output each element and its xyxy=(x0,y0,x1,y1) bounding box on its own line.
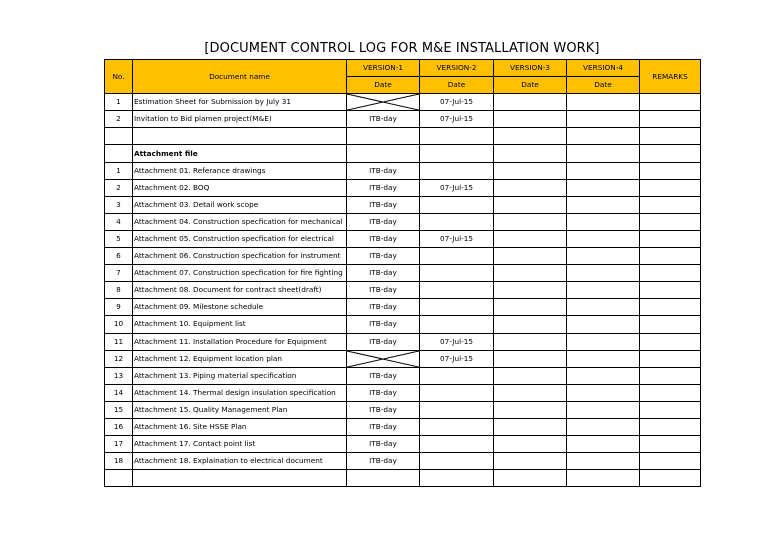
empty-cell xyxy=(105,145,133,162)
row-no: 6 xyxy=(105,248,133,265)
version-3-date xyxy=(494,196,567,213)
version-4-date xyxy=(567,436,640,453)
version-3-date xyxy=(494,299,567,316)
attachment-row xyxy=(105,418,701,435)
attachment-row xyxy=(105,316,701,333)
attachment-row xyxy=(105,401,701,418)
version-4-date xyxy=(567,265,640,282)
version-3-date xyxy=(494,179,567,196)
row-document-name: Attachment 03. Detail work scope xyxy=(133,196,347,213)
version-3-date xyxy=(494,401,567,418)
remarks-cell xyxy=(640,94,701,111)
version-2-date xyxy=(420,401,494,418)
header-date-1: Date xyxy=(347,77,420,94)
remarks-cell xyxy=(640,179,701,196)
row-no: 16 xyxy=(105,418,133,435)
remarks-cell xyxy=(640,350,701,367)
remarks-cell xyxy=(640,453,701,470)
version-4-date xyxy=(567,316,640,333)
attachment-row xyxy=(105,453,701,470)
version-4-date xyxy=(567,162,640,179)
row-no: 13 xyxy=(105,367,133,384)
version-1-date: ITB-day xyxy=(347,418,420,435)
row-document-name: Attachment 11. Installation Procedure for Equipment xyxy=(133,333,347,350)
row-no: 1 xyxy=(105,94,133,111)
row-document-name: Attachment 06. Construction specfication for instrument xyxy=(133,248,347,265)
version-1-date: ITB-day xyxy=(347,436,420,453)
section-label: Attachment file xyxy=(133,145,347,162)
empty-cell xyxy=(494,470,567,487)
blank-row xyxy=(105,470,701,487)
row-document-name: Attachment 17. Contact point list xyxy=(133,436,347,453)
version-4-date xyxy=(567,196,640,213)
empty-cell xyxy=(105,470,133,487)
header-version-4: VERSION-4 xyxy=(567,60,640,77)
version-2-date xyxy=(420,436,494,453)
header-row-versions xyxy=(105,60,701,77)
attachment-row xyxy=(105,162,701,179)
row-no: 3 xyxy=(105,196,133,213)
version-3-date xyxy=(494,384,567,401)
page-title: [DOCUMENT CONTROL LOG FOR M&E INSTALLATION WORK] xyxy=(204,41,600,56)
version-3-date xyxy=(494,230,567,247)
remarks-cell xyxy=(640,162,701,179)
remarks-cell xyxy=(640,436,701,453)
remarks-cell xyxy=(640,333,701,350)
version-3-date xyxy=(494,248,567,265)
version-1-date: ITB-day xyxy=(347,230,420,247)
empty-cell xyxy=(567,470,640,487)
row-no: 2 xyxy=(105,111,133,128)
version-1-date-crossed xyxy=(347,94,420,111)
version-2-date xyxy=(420,316,494,333)
row-no: 8 xyxy=(105,282,133,299)
remarks-cell xyxy=(640,367,701,384)
row-document-name: Attachment 02. BOQ xyxy=(133,179,347,196)
row-document-name: Attachment 04. Construction specfication for mechanical xyxy=(133,213,347,230)
row-no: 9 xyxy=(105,299,133,316)
document-control-table xyxy=(104,59,701,487)
table-row xyxy=(105,111,701,128)
table-row xyxy=(105,94,701,111)
version-2-date: 07-Jul-15 xyxy=(420,111,494,128)
empty-cell xyxy=(347,145,420,162)
version-1-date: ITB-day xyxy=(347,333,420,350)
remarks-cell xyxy=(640,213,701,230)
row-document-name: Attachment 14. Thermal design insulation specification xyxy=(133,384,347,401)
version-1-date: ITB-day xyxy=(347,299,420,316)
attachment-row xyxy=(105,213,701,230)
version-1-date: ITB-day xyxy=(347,384,420,401)
version-2-date xyxy=(420,299,494,316)
row-no: 18 xyxy=(105,453,133,470)
row-document-name: Estimation Sheet for Submission by July 31 xyxy=(133,94,347,111)
version-1-date: ITB-day xyxy=(347,282,420,299)
header-version-3: VERSION-3 xyxy=(494,60,567,77)
empty-cell xyxy=(420,470,494,487)
row-no: 4 xyxy=(105,213,133,230)
row-no: 5 xyxy=(105,230,133,247)
version-4-date xyxy=(567,350,640,367)
version-1-date: ITB-day xyxy=(347,162,420,179)
version-2-date xyxy=(420,453,494,470)
empty-cell xyxy=(640,128,701,145)
remarks-cell xyxy=(640,316,701,333)
version-2-date xyxy=(420,248,494,265)
version-2-date xyxy=(420,265,494,282)
empty-cell xyxy=(347,128,420,145)
version-3-date xyxy=(494,316,567,333)
remarks-cell xyxy=(640,418,701,435)
cross-mark-icon xyxy=(347,94,419,110)
attachment-row xyxy=(105,299,701,316)
empty-cell xyxy=(640,145,701,162)
version-2-date: 07-Jul-15 xyxy=(420,179,494,196)
version-2-date xyxy=(420,367,494,384)
version-4-date xyxy=(567,248,640,265)
row-no: 11 xyxy=(105,333,133,350)
version-2-date: 07-Jul-15 xyxy=(420,333,494,350)
version-4-date xyxy=(567,401,640,418)
version-2-date xyxy=(420,162,494,179)
version-2-date xyxy=(420,282,494,299)
version-3-date xyxy=(494,453,567,470)
attachment-row xyxy=(105,333,701,350)
version-3-date xyxy=(494,282,567,299)
version-4-date xyxy=(567,367,640,384)
remarks-cell xyxy=(640,196,701,213)
version-4-date xyxy=(567,384,640,401)
version-1-date: ITB-day xyxy=(347,213,420,230)
row-no: 12 xyxy=(105,350,133,367)
version-3-date xyxy=(494,333,567,350)
version-1-date: ITB-day xyxy=(347,179,420,196)
version-3-date xyxy=(494,94,567,111)
version-1-date: ITB-day xyxy=(347,401,420,418)
row-document-name: Attachment 10. Equipment list xyxy=(133,316,347,333)
row-document-name: Attachment 18. Explaination to electrical document xyxy=(133,453,347,470)
empty-cell xyxy=(420,128,494,145)
version-4-date xyxy=(567,94,640,111)
version-1-date: ITB-day xyxy=(347,367,420,384)
attachment-row xyxy=(105,265,701,282)
version-4-date xyxy=(567,333,640,350)
section-row xyxy=(105,145,701,162)
header-remarks: REMARKS xyxy=(640,60,701,94)
row-no: 1 xyxy=(105,162,133,179)
table-body xyxy=(105,60,701,487)
row-document-name: Attachment 13. Piping material specification xyxy=(133,367,347,384)
row-no: 17 xyxy=(105,436,133,453)
remarks-cell xyxy=(640,282,701,299)
remarks-cell xyxy=(640,111,701,128)
empty-cell xyxy=(567,128,640,145)
version-3-date xyxy=(494,265,567,282)
version-4-date xyxy=(567,213,640,230)
row-no: 10 xyxy=(105,316,133,333)
row-no: 14 xyxy=(105,384,133,401)
empty-cell xyxy=(640,470,701,487)
version-4-date xyxy=(567,299,640,316)
version-2-date xyxy=(420,196,494,213)
version-2-date: 07-Jul-15 xyxy=(420,230,494,247)
version-4-date xyxy=(567,230,640,247)
version-1-date-crossed xyxy=(347,350,420,367)
attachment-row xyxy=(105,282,701,299)
version-4-date xyxy=(567,453,640,470)
version-1-date: ITB-day xyxy=(347,196,420,213)
remarks-cell xyxy=(640,299,701,316)
attachment-row xyxy=(105,384,701,401)
attachment-row xyxy=(105,179,701,196)
header-version-2: VERSION-2 xyxy=(420,60,494,77)
row-document-name: Attachment 16. Site HSSE Plan xyxy=(133,418,347,435)
empty-cell xyxy=(494,128,567,145)
version-2-date: 07-Jul-15 xyxy=(420,350,494,367)
row-document-name: Attachment 08. Document for contract sheet(draft) xyxy=(133,282,347,299)
header-no: No. xyxy=(105,60,133,94)
row-document-name: Attachment 12. Equipment location plan xyxy=(133,350,347,367)
header-date-2: Date xyxy=(420,77,494,94)
header-document-name: Document name xyxy=(133,60,347,94)
version-4-date xyxy=(567,282,640,299)
header-date-4: Date xyxy=(567,77,640,94)
attachment-row xyxy=(105,367,701,384)
remarks-cell xyxy=(640,230,701,247)
cross-mark-icon xyxy=(347,351,419,367)
version-1-date: ITB-day xyxy=(347,265,420,282)
row-no: 7 xyxy=(105,265,133,282)
version-4-date xyxy=(567,111,640,128)
remarks-cell xyxy=(640,248,701,265)
version-1-date: ITB-day xyxy=(347,316,420,333)
version-3-date xyxy=(494,367,567,384)
attachment-row xyxy=(105,350,701,367)
version-3-date xyxy=(494,350,567,367)
row-document-name: Attachment 05. Construction specfication for electrical xyxy=(133,230,347,247)
header-date-3: Date xyxy=(494,77,567,94)
version-3-date xyxy=(494,111,567,128)
row-document-name: Attachment 01. Referance drawings xyxy=(133,162,347,179)
empty-cell xyxy=(133,128,347,145)
empty-cell xyxy=(567,145,640,162)
empty-cell xyxy=(494,145,567,162)
row-document-name: Invitation to Bid plamen project(M&E) xyxy=(133,111,347,128)
version-3-date xyxy=(494,213,567,230)
remarks-cell xyxy=(640,384,701,401)
remarks-cell xyxy=(640,265,701,282)
version-4-date xyxy=(567,179,640,196)
blank-row xyxy=(105,128,701,145)
empty-cell xyxy=(420,145,494,162)
row-document-name: Attachment 09. Milestone schedule xyxy=(133,299,347,316)
version-3-date xyxy=(494,436,567,453)
empty-cell xyxy=(105,128,133,145)
row-no: 2 xyxy=(105,179,133,196)
version-1-date: ITB-day xyxy=(347,111,420,128)
attachment-row xyxy=(105,436,701,453)
attachment-row xyxy=(105,248,701,265)
version-2-date: 07-Jul-15 xyxy=(420,94,494,111)
version-2-date xyxy=(420,384,494,401)
attachment-row xyxy=(105,230,701,247)
header-version-1: VERSION-1 xyxy=(347,60,420,77)
version-2-date xyxy=(420,213,494,230)
version-1-date: ITB-day xyxy=(347,453,420,470)
row-no: 15 xyxy=(105,401,133,418)
version-1-date: ITB-day xyxy=(347,248,420,265)
empty-cell xyxy=(347,470,420,487)
remarks-cell xyxy=(640,401,701,418)
row-document-name: Attachment 15. Quality Management Plan xyxy=(133,401,347,418)
attachment-row xyxy=(105,196,701,213)
version-3-date xyxy=(494,418,567,435)
row-document-name: Attachment 07. Construction specfication for fire fighting xyxy=(133,265,347,282)
empty-cell xyxy=(133,470,347,487)
version-3-date xyxy=(494,162,567,179)
version-4-date xyxy=(567,418,640,435)
version-2-date xyxy=(420,418,494,435)
